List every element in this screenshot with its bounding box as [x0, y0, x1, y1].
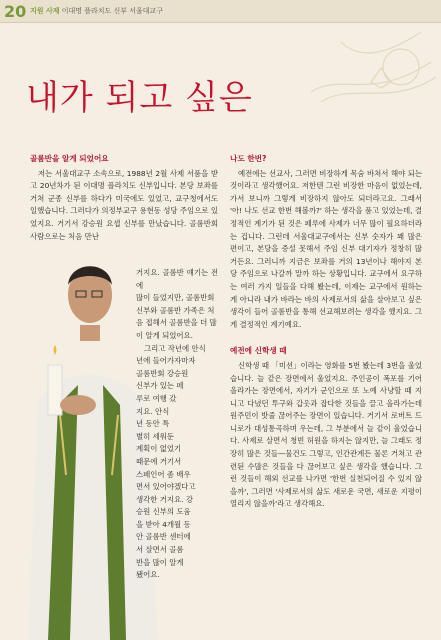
- wrap-line: 서 살면서 골롬: [136, 545, 184, 555]
- left-paragraph: 저는 서울대교구 소속으로, 1988년 2월 사제 서품을 받고 20년차가 된 이대명 플라치도 신부입니다. 본당 보좌를 거쳐 군종 신부를 하다가 미국에도 있었고, 교구청에서도 일했습니다. 그러다가 의정부교구 용현동 성당 주임으로 있었지요. 거기서 강승원 요셉 신부를 만났습니다. 골롬반회 사람으로는 처음 만난: [30, 168, 218, 241]
- wrap-line: 때문에 거기서: [136, 456, 182, 466]
- wrap-line: 루로 여행 갔: [136, 393, 177, 403]
- wrap-line: 골롬반회 강승원: [136, 368, 189, 378]
- article-title: 내가 되고 싶은: [26, 78, 253, 118]
- wrap-line: 신부가 있는 페: [136, 381, 184, 391]
- wrap-line: 음 접해서 골롬반을 더 많: [136, 318, 217, 328]
- wrap-line: 스페인어 좀 배우: [136, 469, 191, 479]
- section-label: [30, 6, 163, 16]
- wrap-line: 을 받아 4개월 동: [136, 519, 191, 529]
- byline: 이대명 플라치도 신부 서울대교구: [61, 7, 164, 15]
- section-name: 지원 사제: [30, 7, 60, 15]
- wrap-line: 별히 세워둔: [136, 431, 175, 441]
- right-paragraph-2: 신학생 때 「미션」이라는 영화를 5번 봤는데 3번을 울었습니다. 늘 같은 장면에서 울었지요. 주인공이 폭포를 기어 올라가는 장면에서, 자기가 군인으로 또 노예 사냥할 때 지니고 다녔던 투구와 갑옷과 잡다한 것들을 끌고 올라가는데 원주민이 밧줄 끊어주는 장면이 있습니다. 거기서 로버트 드니로가 대성통곡하며 우는데, 그 부분에서 늘 같이 울었습니다. 사제로 살면서 청빈 허원을 하지는 않지만, 늘 그래도 정장히 많은 것들—물건도 그렇고, 인간관계든 물론 거쳐고 관련된 수많은 것들을 다 끊어보고 싶은 생각을 했습니다. 그런 것들이 해외 선교를 나가면 '한번 실천되어질 수 있지 않을까', 그러면 '사제로서의 삶도 새로운 국면, 새로운 지평이 열리지 않을까'라고 생각해요.: [230, 360, 422, 509]
- wrap-line: 지요. 안식: [136, 406, 170, 416]
- wrap-line: 계획이 없었기: [136, 444, 182, 454]
- wrap-line: 면서 있어야겠다고: [136, 482, 196, 492]
- left-heading: 골롬반을 알게 되었어요: [30, 154, 109, 163]
- decorative-flourish: [301, 22, 441, 112]
- wrap-line: 거지요. 골롬반 얘기는 전에: [136, 268, 218, 290]
- wrap-line: 년 동안 특: [136, 419, 170, 429]
- left-wrap-column: [136, 267, 218, 582]
- wrap-line: 신부와 골롬반 가족은 처: [136, 305, 215, 315]
- wrap-line: 안 골롬반 센터에: [136, 532, 191, 542]
- page-number: 20: [4, 2, 27, 21]
- right-column: [230, 153, 422, 511]
- wrap-line: 그리고 작년에 안식: [144, 343, 206, 353]
- wrap-line: 년에 들어가자마자: [136, 356, 196, 366]
- left-column: [30, 153, 218, 243]
- wrap-line: 됐어요.: [136, 570, 160, 580]
- right-heading-2: 예전에 신학생 때: [230, 346, 287, 356]
- wrap-line: 승원 신부의 도움: [136, 507, 191, 517]
- wrap-line: 많이 들었지만, 골롬반회: [136, 293, 215, 303]
- wrap-line: 생각한 거지요. 강: [136, 494, 194, 504]
- right-paragraph-1: 예전에는 선교사, 그러면 비장하게 목숨 바쳐서 해야 되는 것이라고 생각했어요. 저한텐 그런 비장한 마음이 없었는데, 가서 보니까 그렇게 비장하지 않아도 되더라고요. 그래서 '아! 나도 선교 한번 해볼까?' 하는 생각을 품고 있었는데, 결정적인 계기가 된 것은 페루에 사제가 너무 많이 필요하더라는 겁니다. 그런데 서울대교구에서는 신부 숫자가 꽤 많은 편이고, 본당을 증설 못해서 주임 신부 대기자가 정창히 많거든요. 그러니까 지금은 보좌를 거의 13년이나 해야지 본당 주임으로 나갈까 말까 하는 상황입니다. 교구에서 요구하는 여러 가지 일들을 다해 봤는데, 이제는 교구에서 원하는 게 아니라 내가 바라는 바의 사제로서의 삶을 살아보고 싶은 생각이 들어 골롬반을 통해 선교해보려는 생각을 했지요. 그게 결정적인 계기예요.: [230, 168, 422, 329]
- wrap-line: 이 알게 되었어요.: [136, 330, 194, 340]
- page-header: [0, 0, 441, 23]
- right-heading-1: 나도 한번?: [230, 154, 267, 163]
- wrap-line: 반을 많이 알게: [136, 557, 184, 567]
